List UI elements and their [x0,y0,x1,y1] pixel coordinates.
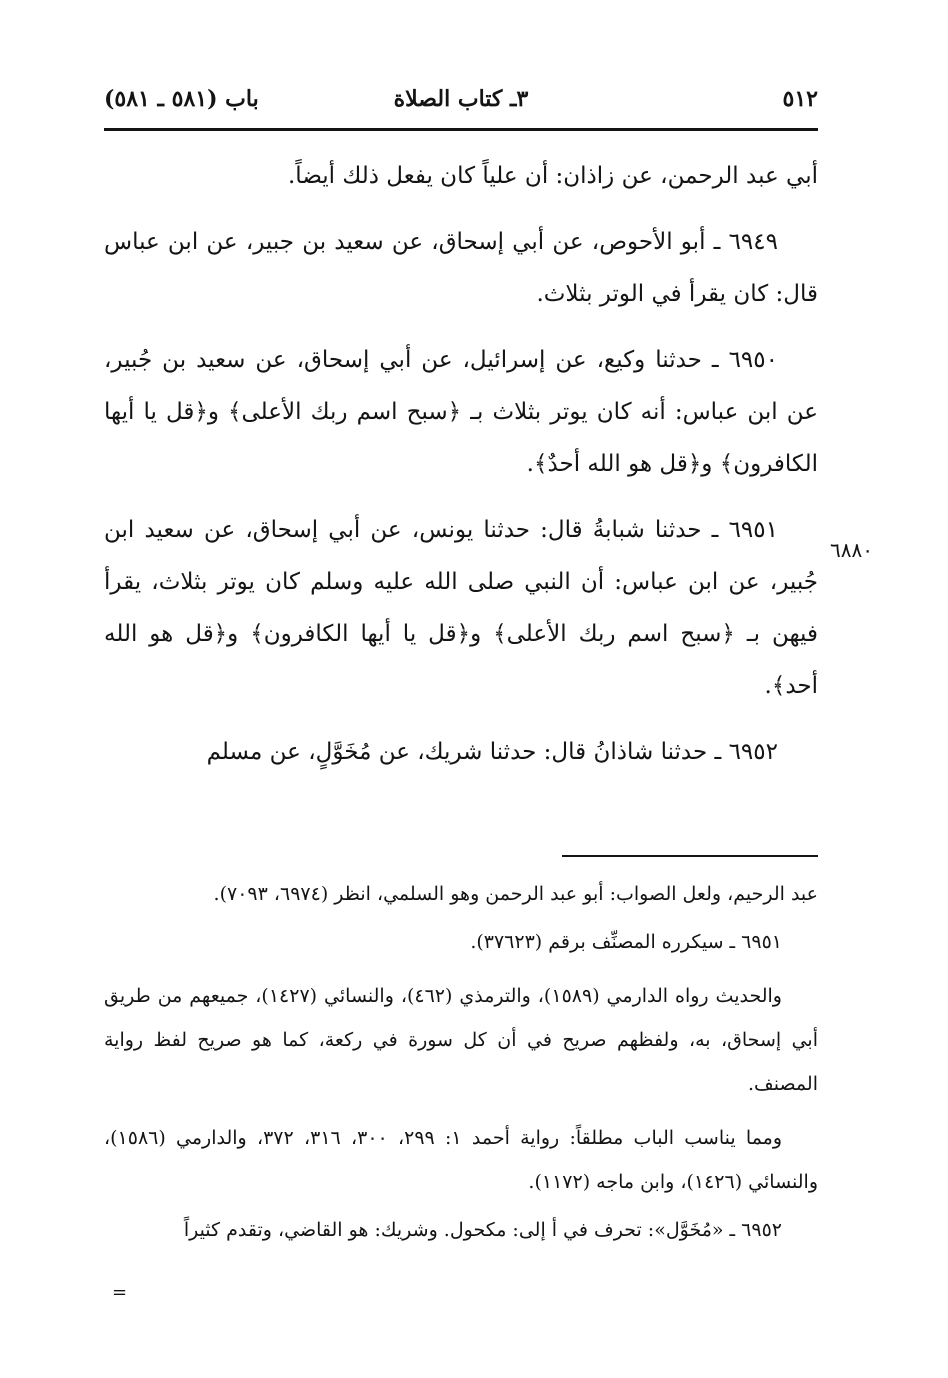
footnote-item: عبد الرحيم، ولعل الصواب: أبو عبد الرحمن وهو السلمي، انظر (٦٩٧٤، ٧٠٩٣). [213,883,818,905]
hadith-6951: ٦٩٥١ ـ حدثنا شبابةُ قال: حدثنا يونس، عن أبي إسحاق، عن سعيد ابن جُبير، عن ابن عباس: أن النبي صلى الله عليه وسلم كان يوتر بثلاث، يقرأ فيهن بـ ﴿سبح اسم ربك الأعلى﴾ و﴿قل يا أيها الكافرون﴾ و﴿قل هو الله أحد﴾. [104,517,818,699]
hadith-6950: ٦٩٥٠ ـ حدثنا وكيع، عن إسرائيل، عن أبي إسحاق، عن سعيد بن جُبير، عن ابن عباس: أنه كان يوتر بثلاث بـ ﴿سبح اسم ربك الأعلى﴾ و﴿قل يا أيها الكافرون﴾ و﴿قل هو الله أحدٌ﴾. [104,347,818,477]
main-body [104,150,818,792]
footnote-divider [562,855,818,857]
book-title: ٣ـ كتاب الصلاة [393,86,529,112]
footnote-item: والحديث رواه الدارمي (١٥٨٩)، والترمذي (٤٦٢)، والنسائي (١٤٢٧)، جميعهم من طريق أبي إسحاق، به، ولفظهم صريح في أن كل سورة في ركعة، كما هو صريح لفظ رواية المصنف. [104,985,818,1095]
hadith-6952: ٦٩٥٢ ـ حدثنا شاذانُ قال: حدثنا شريك، عن مُخَوَّلٍ، عن مسلم [206,739,778,765]
page-header [104,84,818,124]
margin-reference-number: ٦٨٨٠ [830,538,873,562]
footnote-item: ٦٩٥٢ ـ «مُخَوَّل»: تحرف في أ إلى: مكحول. وشريك: هو القاضي، وتقدم كثيراً [183,1219,782,1241]
footnote-item: ومما يناسب الباب مطلقاً: رواية أحمد ١: ٢٩٩، ٣٠٠، ٣١٦، ٣٧٢، والدارمي (١٥٨٦)، والنسائي (١٤٢٦)، وابن ماجه (١١٧٢). [104,1127,818,1193]
footnotes [104,872,818,1256]
footnote-item: ٦٩٥١ ـ سيكرره المصنِّف برقم (٣٧٦٢٣). [470,931,782,953]
header-divider [104,128,818,131]
paragraph-continuation: أبي عبد الرحمن، عن زاذان: أن علياً كان يفعل ذلك أيضاً. [288,163,818,189]
continuation-mark: = [112,1282,128,1303]
hadith-6949: ٦٩٤٩ ـ أبو الأحوص، عن أبي إسحاق، عن سعيد بن جبير، عن ابن عباس قال: كان يقرأ في الوتر بثلاث. [104,229,818,307]
page-number: ٥١٢ [782,86,818,112]
chapter-reference: باب (٥٨١ ـ ٥٨١) [104,86,259,112]
